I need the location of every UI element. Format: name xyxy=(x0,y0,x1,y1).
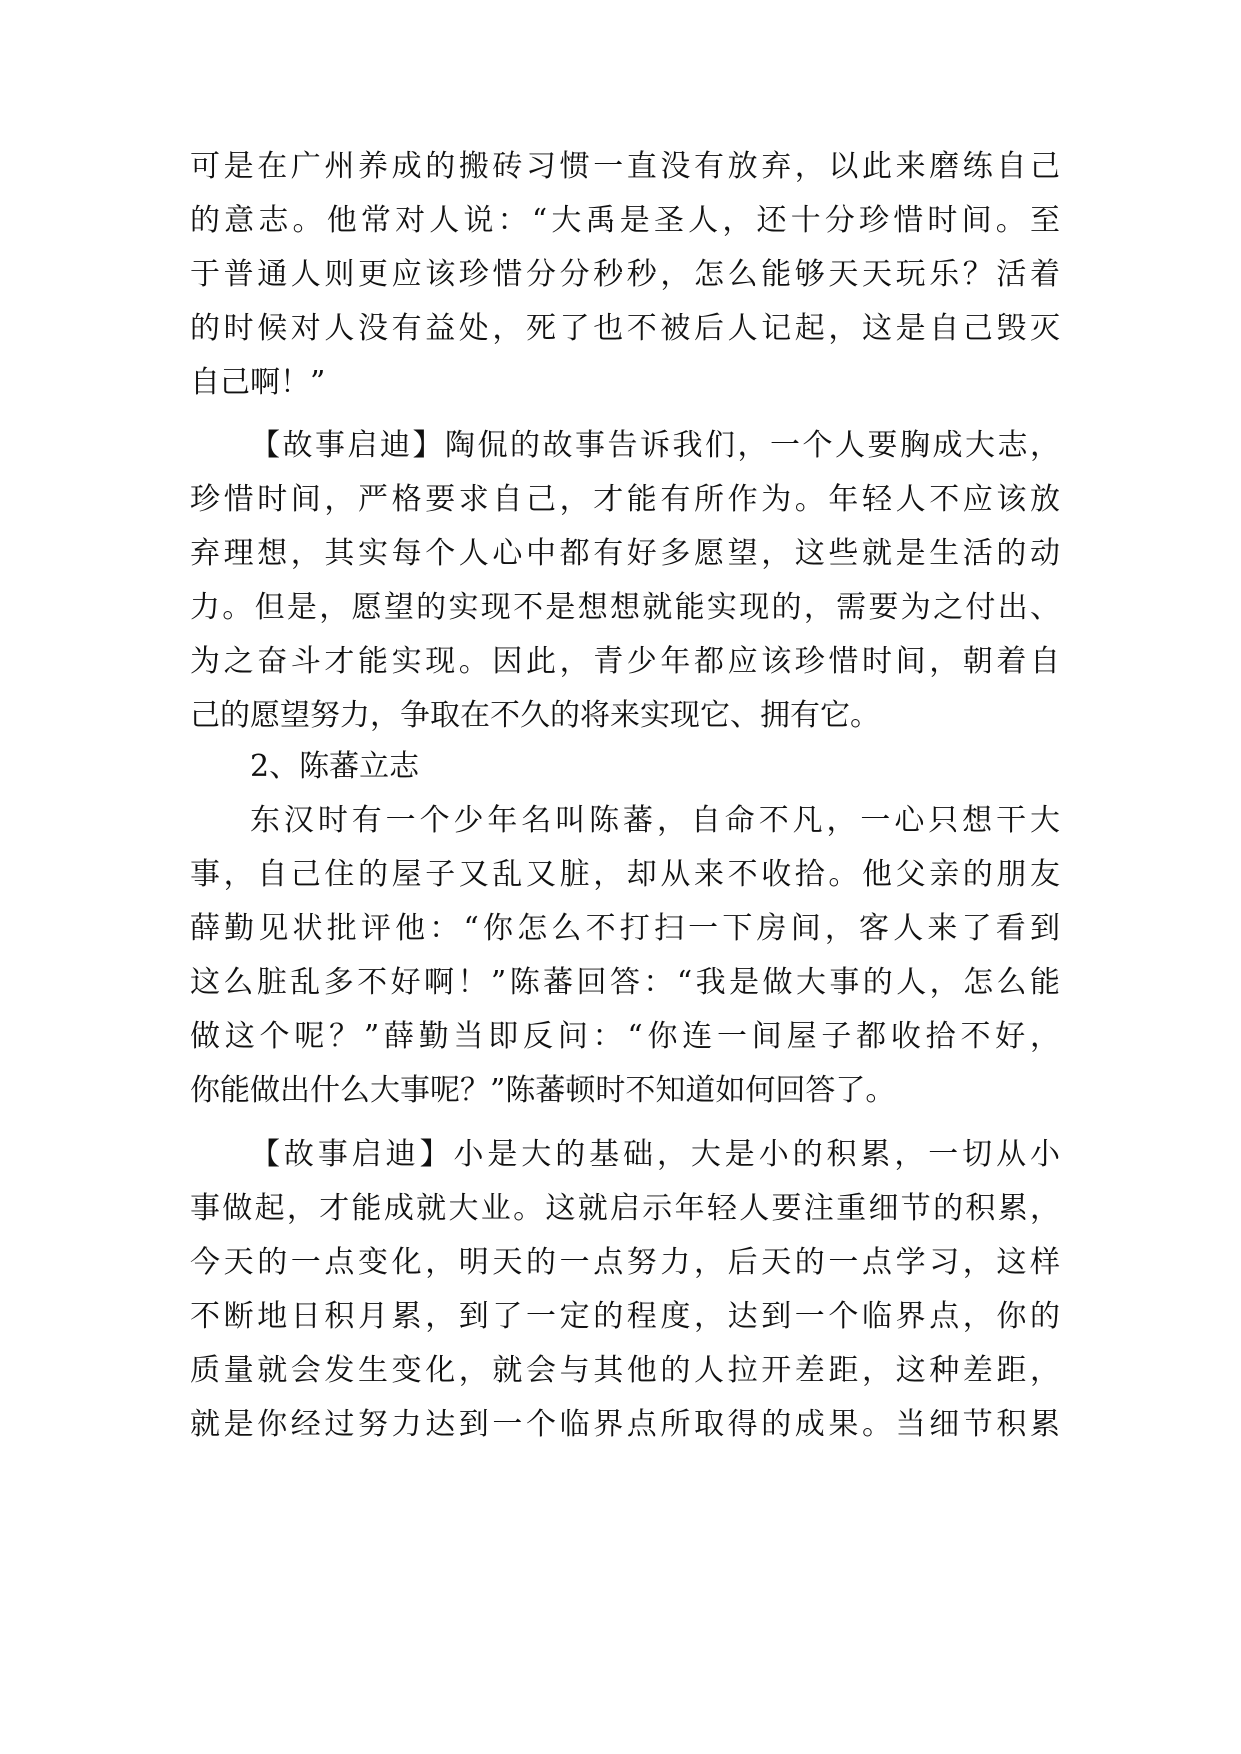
text-line: 【故事启迪】小是大的基础，大是小的积累，一切从小 xyxy=(250,1137,1060,1172)
text-line: 珍惜时间，严格要求自己，才能有所作为。年轻人不应该放 xyxy=(190,482,1060,517)
text-line: 事做起，才能成就大业。这就启示年轻人要注重细节的积累， xyxy=(190,1191,1060,1226)
text-line: 于普通人则更应该珍惜分分秒秒，怎么能够天天玩乐？活着 xyxy=(190,257,1060,292)
text-line: 今天的一点变化，明天的一点努力，后天的一点学习，这样 xyxy=(190,1245,1060,1280)
text-line: 的意志。他常对人说：“大禹是圣人，还十分珍惜时间。至 xyxy=(190,203,1060,238)
text-line: 为之奋斗才能实现。因此，青少年都应该珍惜时间，朝着自 xyxy=(190,644,1060,679)
text-line: 可是在广州养成的搬砖习惯一直没有放弃，以此来磨练自己 xyxy=(190,149,1060,184)
text-line: 自己啊！” xyxy=(190,365,326,400)
text-line: 弃理想，其实每个人心中都有好多愿望，这些就是生活的动 xyxy=(190,536,1060,571)
text-line: 的时候对人没有益处，死了也不被后人记起，这是自己毁灭 xyxy=(190,311,1060,346)
text-line: 你能做出什么大事呢？”陈蕃顿时不知道如何回答了。 xyxy=(190,1073,896,1108)
text-line: 东汉时有一个少年名叫陈蕃，自命不凡，一心只想干大 xyxy=(250,803,1060,838)
text-line: 质量就会发生变化，就会与其他的人拉开差距，这种差距， xyxy=(190,1353,1060,1388)
text-line: 不断地日积月累，到了一定的程度，达到一个临界点，你的 xyxy=(190,1299,1060,1334)
section-heading: 2、陈蕃立志 xyxy=(250,749,420,784)
text-line: 己的愿望努力，争取在不久的将来实现它、拥有它。 xyxy=(190,698,880,733)
text-line: 【故事启迪】陶侃的故事告诉我们，一个人要胸成大志， xyxy=(250,428,1060,463)
text-line: 事，自己住的屋子又乱又脏，却从来不收拾。他父亲的朋友 xyxy=(190,857,1060,892)
text-line: 力。但是，愿望的实现不是想想就能实现的，需要为之付出、 xyxy=(190,590,1060,625)
text-line: 就是你经过努力达到一个临界点所取得的成果。当细节积累 xyxy=(190,1407,1060,1442)
text-line: 做这个呢？”薛勤当即反问：“你连一间屋子都收拾不好， xyxy=(190,1019,1060,1054)
text-line: 薛勤见状批评他：“你怎么不打扫一下房间，客人来了看到 xyxy=(190,911,1060,946)
text-line: 这么脏乱多不好啊！”陈蕃回答：“我是做大事的人，怎么能 xyxy=(190,965,1060,1000)
